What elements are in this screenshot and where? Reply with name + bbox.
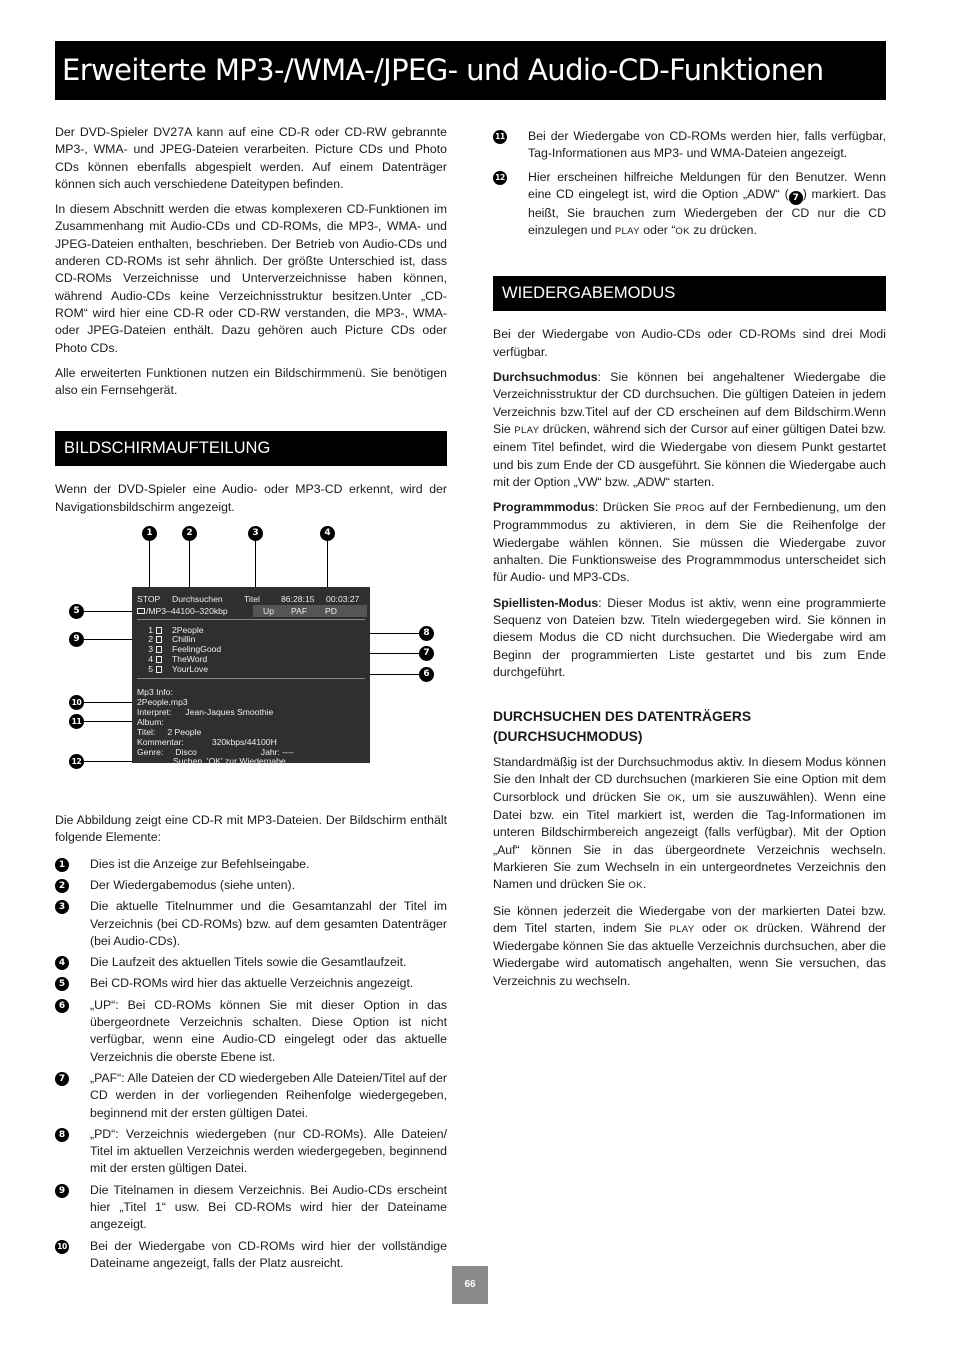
info-album: Album:	[137, 717, 164, 728]
up-button[interactable]: Up	[263, 606, 274, 617]
folder-icon	[137, 608, 145, 614]
paf-button[interactable]: PAF	[291, 606, 308, 617]
number-badge: 12	[493, 171, 507, 185]
track-item[interactable]: 1 2People	[148, 625, 204, 636]
subsection-title-line-1: DURCHSUCHEN DES DATENTRÄGERS	[493, 709, 752, 725]
callout-8: 8	[419, 626, 434, 641]
callout-12: 12	[69, 754, 84, 769]
programmmodus-paragraph: Programmmodus: Drücken Sie PROG auf der Fernbedienung, um den Programmmodus zu aktivieren, in dem Sie die Reihenfolge der Wiedergabe wählen können. Sie müssen die Wiedergabe zuvor anhalten. Die Funktionsweise des Programmmodus unterscheidet sich für Audio- und MP3-CDs.	[493, 500, 886, 585]
callout-10: 10	[69, 695, 84, 710]
callout-11: 11	[69, 714, 84, 729]
section-intro: Wenn der DVD-Spieler eine Audio- oder MP3-CD erkennt, wird der Navigationsbildschirm angezeigt.	[55, 482, 447, 514]
info-genre: Genre: Disco Jahr: ----	[137, 747, 294, 758]
directory-path-text: /MP3–44100–320kbp	[146, 606, 228, 617]
key-play: PLAY	[614, 226, 640, 238]
info-label: Mp3 Info:	[137, 687, 173, 698]
list-item: 6 „UP“: Bei CD-ROMs können Sie mit dieser Option in das übergeordnete Verzeichnis schalten. Diese Option ist nicht verfügbar, wenn eine Audio-CD eingelegt oder das aktuelle Verzeichnis die oberste Ebene ist.	[55, 997, 447, 1066]
option-bar	[253, 605, 367, 617]
number-badge: 10	[55, 1240, 69, 1254]
list-item: 3 Die aktuelle Titelnummer und die Gesamtanzahl der Titel im Verzeichnis (bei CD-ROMs) bzw. auf dem gesamten Datenträger (bei Audio-CDs).	[55, 898, 447, 950]
callout-line	[255, 541, 256, 589]
info-interpret: Interpret: Jean-Jaques Smoothie	[137, 707, 274, 718]
list-item: 12 Hier erscheinen hilfreiche Meldungen für den Benutzer. Wenn eine CD eingelegt ist, wird die Option „ADW“ ( 7 ) markiert. Das heißt, Sie brauchen zum Wiedergeben der CD nur die CD einzulegen und PLAY oder “OK zu drücken.	[493, 169, 886, 241]
left-column	[55, 124, 447, 1276]
key-ok: OK	[628, 880, 643, 892]
tv-navigation-screen	[132, 587, 370, 767]
navigation-screen-figure	[55, 526, 447, 796]
directory-path	[137, 606, 228, 616]
number-badge: 9	[55, 1184, 69, 1198]
callout-line	[327, 541, 328, 589]
number-badge: 4	[55, 956, 69, 970]
list-item: 1 Dies ist die Anzeige zur Befehlseingabe.	[55, 856, 447, 873]
list-item: 4 Die Laufzeit des aktuellen Titels sowie die Gesamtlaufzeit.	[55, 954, 447, 971]
file-icon	[156, 666, 162, 673]
info-filename: 2People.mp3	[137, 697, 188, 708]
number-badge: 1	[55, 858, 69, 872]
list-item: 7 „PAF“: Alle Dateien der CD wiedergeben Alle Dateien/Titel auf der CD werden in der vorliegenden Reihenfolge wiedergegeben, beginnend mit der ersten gültigen Datei.	[55, 1070, 447, 1122]
number-badge: 5	[55, 977, 69, 991]
intro-paragraph-3: Alle erweiterten Funktionen nutzen ein Bildschirmmenü. Sie benötigen also ein Fernsehgerät.	[55, 365, 447, 398]
callout-4: 4	[320, 526, 335, 541]
callout-line	[149, 541, 150, 589]
number-badge: 3	[55, 900, 69, 914]
page-title: Erweiterte MP3-/WMA-/JPEG- und Audio-CD-Funktionen	[55, 41, 886, 100]
figure-description: Die Abbildung zeigt eine CD-R mit MP3-Dateien. Der Bildschirm enthält folgende Elemente:	[55, 813, 447, 845]
file-icon	[156, 636, 162, 643]
callout-9: 9	[69, 632, 84, 647]
info-titel: Titel: 2 People	[137, 727, 202, 738]
key-play: PLAY	[514, 424, 540, 436]
callout-2: 2	[182, 526, 197, 541]
callout-1: 1	[142, 526, 157, 541]
number-badge: 7	[55, 1072, 69, 1086]
pd-button[interactable]: PD	[325, 606, 337, 617]
track-item[interactable]: 2 Chillin	[148, 634, 196, 645]
callout-3: 3	[248, 526, 263, 541]
callout-line	[84, 702, 139, 703]
list-item: 2 Der Wiedergabemodus (siehe unten).	[55, 877, 447, 894]
intro-paragraph-1: Der DVD-Spieler DV27A kann auf eine CD-R oder CD-RW gebrannte MP3-, WMA- und JPEG-Dateien verarbeiten. Picture CDs und Photo CDs können ebenfalls abgespielt werden. Auf einem Datenträger können sich auch verschiedene Dateitypen befinden.	[55, 125, 447, 191]
key-ok: OK	[675, 226, 690, 238]
elapsed-time: 86:28:15	[281, 594, 315, 605]
section-title-bildschirmaufteilung: BILDSCHIRMAUFTEILUNG	[55, 431, 447, 466]
callout-line	[84, 721, 139, 722]
number-badge: 2	[55, 879, 69, 893]
track-item[interactable]: 5 YourLove	[148, 664, 208, 675]
file-icon	[156, 656, 162, 663]
durchsuchmodus-paragraph: Durchsuchmodus: Sie können bei angehaltener Wiedergabe die Verzeichnisstruktur der CD durchsuchen. Die gültigen Dateien in jedem Verzeichnis bzw.Titel auf der CD erscheinen auf dem Bildschirm.Wenn Sie PLAY drücken, während sich der Cursor auf einer gültigen Datei bzw. einem Titel befindet, wird die Wiedergabe von diesem Punkt gestartet und bis zum Ende der CD ausgeführt. Sie können die Wiedergabe auch mit der Option „VW“ bzw. „ADW“ starten.	[493, 370, 886, 489]
number-badge: 11	[493, 130, 507, 144]
callout-line	[84, 611, 139, 612]
callout-7: 7	[419, 646, 434, 661]
spiellisten-paragraph: Spiellisten-Modus: Dieser Modus ist aktiv, wenn eine programmierte Sequenz von Dateien bzw. Titeln wiedergegeben wird. Sie können in diesem Modus die CD nicht durchsuchen. Die Wiedergabe wird am Beginn der programmierten Liste gestartet und bis zum Ende durchgeführt.	[493, 595, 886, 679]
info-kommentar: Kommentar: 320kbps/44100H	[137, 737, 277, 748]
status-text: STOP	[137, 594, 161, 605]
key-ok: OK	[734, 923, 749, 935]
key-ok: OK	[667, 792, 682, 804]
file-icon	[156, 627, 162, 634]
track-item[interactable]: 3 FeelingGood	[148, 644, 222, 655]
list-item: 5 Bei CD-ROMs wird hier das aktuelle Verzeichnis angezeigt.	[55, 975, 447, 992]
standard-mode-paragraph: Standardmäßig ist der Durchsuchmodus aktiv. In diesem Modus können Sie den Inhalt der CD durchsuchen (markieren Sie eine Option mit dem Cursorblock und drücken Sie OK, um sie auszuwählen). Wenn eine Datei bzw. ein Titel markiert ist, werden die Tag-Informationen im unteren Bildschirmbereich angezeigt (falls verfügbar). Mit der Option „Auf“ können Sie in das übergeordnete Verzeichnis wechseln. Markieren Sie zum Wechseln in ein untergeordnetes Verzeichnis den Namen und drücken Sie OK.	[493, 755, 886, 892]
subsection-title-line-2: (DURCHSUCHMODUS)	[493, 729, 643, 745]
right-column	[493, 128, 886, 998]
list-item: 11 Bei der Wiedergabe von CD-ROMs werden hier, falls verfügbar, Tag-Informationen aus MP3- und WMA-Dateien angezeigt.	[493, 128, 886, 163]
playback-paragraph: Sie können jederzeit die Wiedergabe von der markierten Datei bzw. dem Titel starten, indem Sie PLAY oder OK drücken. Während der Wiedergabe können Sie das aktuelle Verzeichnis durchsuchen, aber die Wiedergabe wird automatisch angehalten, wenn Sie versuchen, das Verzeichnis zu wechseln.	[493, 903, 886, 988]
inline-number-badge: 7	[789, 191, 803, 205]
list-item: 10 Bei der Wiedergabe von CD-ROMs wird hier der vollständige Dateiname angezeigt, falls der Platz ausreicht.	[55, 1238, 447, 1273]
number-badge: 6	[55, 999, 69, 1013]
total-time: 00:03:27	[326, 594, 360, 605]
separator	[137, 619, 365, 620]
callout-6: 6	[419, 667, 434, 682]
separator	[137, 678, 365, 679]
page-number: 66	[452, 1266, 488, 1304]
mode-text: Durchsuchen	[172, 594, 223, 605]
track-item[interactable]: 4 TheWord	[148, 654, 208, 665]
list-item: 8 „PD“: Verzeichnis wiedergeben (nur CD-ROMs). Alle Dateien/ Titel im aktuellen Verzeichnis werden wiedergegeben, beginnend mit der ersten gültigen Datei.	[55, 1126, 447, 1178]
number-badge: 8	[55, 1128, 69, 1142]
list-item: 9 Die Titelnamen in diesem Verzeichnis. Bei Audio-CDs erscheint hier „Titel 1“ usw. Bei CD-ROMs wird hier der Dateiname angezeigt.	[55, 1182, 447, 1234]
modes-intro: Bei der Wiedergabe von Audio-CDs oder CD-ROMs sind drei Modi verfügbar.	[493, 327, 886, 359]
intro-paragraph-2: In diesem Abschnitt werden die etwas komplexeren CD-Funktionen im Zusammenhang mit Audio-CDs und CD-ROMs, die MP3-, WMA- und JPEG-Dateien enthalten, beschrieben. Der Betrieb von Audio-CDs und anderen CD-ROMs ist sehr ähnlich. Der größte Unterschied ist, dass CD-ROMs Verzeichnisse und Unterverzeichnisse haben können, während Audio-CDs keine Verzeichnisstruktur besitzen.Unter „CD-ROM“ wird hier eine CD-R oder CD-RW verstanden, die MP3-, WMA- oder JPEG-Dateien enthält. Dazu gehören auch Picture CDs oder Photo CDs.	[55, 202, 447, 355]
key-prog: PROG	[675, 503, 705, 515]
callout-5: 5	[69, 604, 84, 619]
file-icon	[156, 646, 162, 653]
callout-line	[189, 541, 190, 589]
title-text: Titel	[244, 594, 260, 605]
hint-message: Suchen, 'OK' zur Wiedergabe	[173, 756, 286, 767]
section-title-wiedergabemodus: WIEDERGABEMODUS	[493, 276, 886, 311]
key-play: PLAY	[669, 923, 695, 935]
